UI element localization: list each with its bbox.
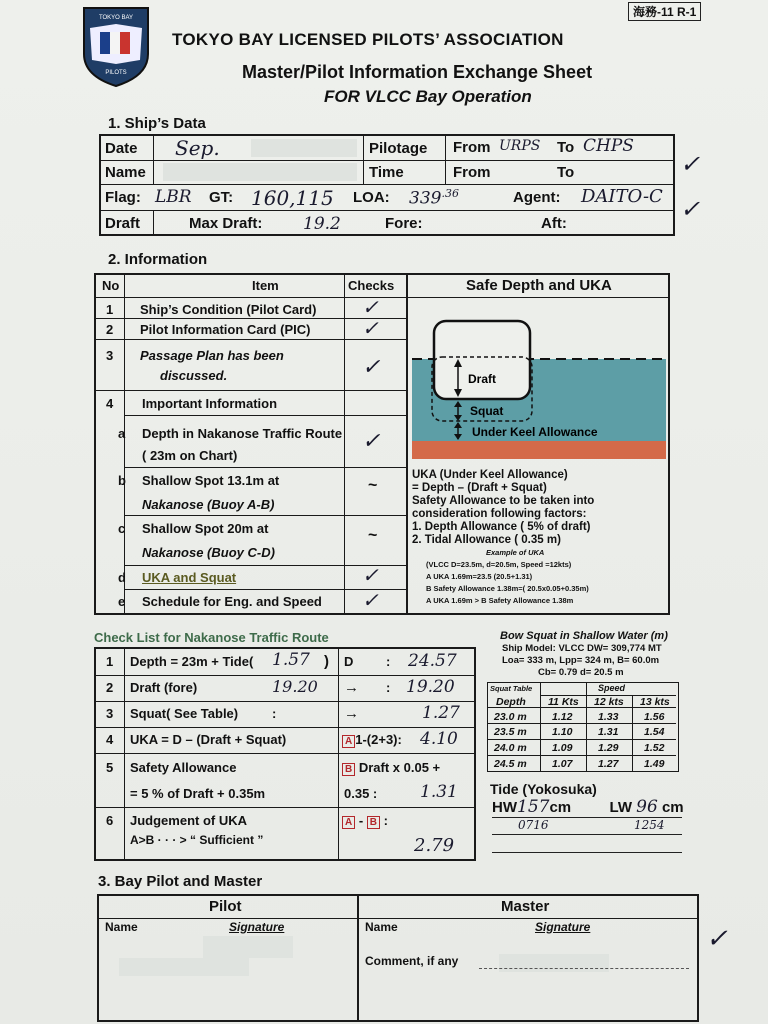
tide-line xyxy=(492,834,682,835)
checklist-row-no: 4 xyxy=(106,732,114,747)
checklist-row-op xyxy=(342,760,440,776)
squat-col-header: 11 Kts xyxy=(548,696,579,708)
box-b-marker: B xyxy=(342,763,355,776)
gt-label: GT: xyxy=(209,189,234,206)
col-item-header: Item xyxy=(252,278,279,293)
example-line: (VLCC D=23.5m, d=20.5m, Speed =12kts) xyxy=(426,560,572,569)
checklist-row-hand: 19.20 xyxy=(272,677,318,696)
lw-label: LW xyxy=(609,799,632,816)
pilot-signature-label: Signature xyxy=(229,920,285,934)
speed-header: Speed xyxy=(598,683,626,693)
example-title: Example of UKA xyxy=(486,548,545,557)
checklist-row-label: Depth = 23m + Tide( xyxy=(130,654,254,669)
date-label: Date xyxy=(105,140,138,157)
squat-cell: 24.0 m xyxy=(494,742,527,754)
info-row-item: Depth in Nakanose Traffic Route xyxy=(142,426,343,441)
checklist-heading: Check List for Nakanose Traffic Route xyxy=(94,630,329,645)
info-row-item: Schedule for Eng. and Speed xyxy=(142,594,322,609)
info-row-check: ~ xyxy=(368,527,378,544)
checklist-row-label: Squat( See Table) xyxy=(130,706,239,721)
hw-label: HW xyxy=(492,799,517,816)
checklist-row-label: Safety Allowance xyxy=(130,760,237,775)
squat-cell: 1.10 xyxy=(552,726,573,738)
association-logo xyxy=(80,4,152,88)
info-row-item-cont: discussed. xyxy=(160,368,228,383)
safe-depth-diagram xyxy=(410,299,666,467)
tide-time-lw: 1254 xyxy=(634,818,665,832)
info-row-item: UKA and Squat xyxy=(142,570,237,585)
flag-label: Flag: xyxy=(105,189,141,206)
checklist-row-hand: : xyxy=(272,706,277,721)
box-a-marker: A xyxy=(342,735,355,748)
bow-squat-specs xyxy=(502,643,662,679)
date-value: Sep. xyxy=(175,136,220,160)
flag-value: LBR xyxy=(155,187,192,207)
checklist-row-op-text: Draft x 0.05 + xyxy=(358,760,441,775)
pilotage-label: Pilotage xyxy=(369,140,428,157)
time-label: Time xyxy=(369,164,404,181)
info-row-no: 1 xyxy=(106,302,114,317)
uka-line: consideration following factors: xyxy=(412,508,587,520)
fore-label: Fore: xyxy=(385,215,423,232)
pilot-title: Pilot xyxy=(209,898,242,915)
example-line: A UKA 1.69m > B Safety Allowance 1.38m xyxy=(426,596,574,605)
bow-squat-line: Ship Model: VLCC DW= 309,774 MT xyxy=(502,643,662,654)
info-row-no: c xyxy=(118,521,126,536)
page-subtitle: FOR VLCC Bay Operation xyxy=(324,87,532,106)
info-row-check: ~ xyxy=(368,477,378,494)
info-row-no: a xyxy=(118,426,126,441)
squat-cell: 1.31 xyxy=(598,726,619,738)
checklist-row-value: 1.31 xyxy=(420,782,458,802)
pilot-name-redaction xyxy=(119,958,249,976)
logo-text-bottom: PILOTS xyxy=(105,70,127,76)
info-row-item: Ship’s Condition (Pilot Card) xyxy=(140,302,317,317)
agent-label: Agent: xyxy=(513,189,561,206)
info-row-check: ✓ xyxy=(362,429,381,454)
comment-label: Comment, if any xyxy=(365,954,459,968)
page-title: Master/Pilot Information Exchange Sheet xyxy=(242,62,593,82)
master-name-redaction xyxy=(499,954,609,972)
document-code: 海務-11 R-1 xyxy=(628,2,701,21)
checklist-row-op: → xyxy=(344,705,359,722)
master-title: Master xyxy=(501,898,550,915)
squat-cell: 1.52 xyxy=(644,742,665,754)
uka-line: Safety Allowance to be taken into xyxy=(412,495,595,507)
to-value: CHPS xyxy=(583,136,634,156)
checklist-row-label: UKA = D – (Draft + Squat) xyxy=(130,732,287,747)
loa-decimal: .36 xyxy=(441,187,459,200)
uka-line: UKA (Under Keel Allowance) xyxy=(412,469,568,481)
box-a-marker: A xyxy=(342,816,355,829)
date-redaction xyxy=(251,139,357,157)
checklist-row-label: Judgement of UKA xyxy=(130,813,247,828)
info-row-no: 3 xyxy=(106,348,114,363)
pilot-master-table xyxy=(97,894,699,1022)
squat-cell: 1.07 xyxy=(552,758,573,770)
checklist-row-op-text: 1-(2+3): xyxy=(355,732,402,747)
loa-value xyxy=(409,187,459,209)
checklist-row-hand: 1.57 xyxy=(272,650,310,670)
uka-line: 1. Depth Allowance ( 5% of draft) xyxy=(412,521,591,533)
info-row-item: Passage Plan has been xyxy=(140,348,284,363)
comment-dashed-line xyxy=(479,968,689,969)
bow-squat-line: Cb= 0.79 d= 20.5 m xyxy=(538,667,624,678)
squat-cell: 1.27 xyxy=(598,758,619,770)
loa-label: LOA: xyxy=(353,189,390,206)
uka-diagram-label: Under Keel Allowance xyxy=(472,425,598,439)
max-draft-value: 19.2 xyxy=(303,214,341,234)
info-row-no: d xyxy=(118,570,126,585)
bow-squat-title: Bow Squat in Shallow Water (m) xyxy=(500,630,668,642)
information-table xyxy=(94,273,670,615)
uka-example xyxy=(426,547,589,607)
uka-line: 2. Tidal Allowance ( 0.35 m) xyxy=(412,534,561,546)
margin-check-mark: ✓ xyxy=(680,195,701,223)
from-value: URPS xyxy=(499,138,541,154)
squat-diagram-label: Squat xyxy=(470,404,504,418)
squat-col-header: 13 kts xyxy=(640,696,670,708)
margin-check-mark: ✓ xyxy=(680,150,701,178)
checklist-table xyxy=(94,647,476,861)
checklist-row-no: 3 xyxy=(106,706,114,721)
checklist-row-no: 5 xyxy=(106,760,114,775)
checklist-row-op: D xyxy=(344,654,354,669)
example-line: B Safety Allowance 1.38m=( 20.5x0.05+0.35m) xyxy=(426,584,589,593)
checklist-row-no: 2 xyxy=(106,680,114,695)
info-row-check: ✓ xyxy=(362,295,379,319)
squat-cell: 1.56 xyxy=(644,711,665,723)
hw-value: 157 xyxy=(517,797,550,817)
margin-check-mark: ✓ xyxy=(706,924,728,954)
squat-cell: 1.09 xyxy=(552,742,573,754)
info-row-item-cont: ( 23m on Chart) xyxy=(142,448,238,463)
pilot-name-label: Name xyxy=(105,920,138,934)
tide-heading: Tide (Yokosuka) xyxy=(490,781,597,797)
checklist-row-op: A - B : xyxy=(342,813,388,829)
squat-col-header: Depth xyxy=(496,696,526,708)
checklist-row-colon: : xyxy=(386,680,391,695)
uka-line: = Depth – (Draft + Squat) xyxy=(412,482,547,494)
max-draft-label: Max Draft: xyxy=(189,215,263,232)
checklist-row-value: 19.20 xyxy=(406,677,455,697)
time-from-label: From xyxy=(453,164,491,181)
info-row-item-cont: Nakanose (Buoy C-D) xyxy=(142,545,275,560)
section-ships-data-heading: 1. Ship’s Data xyxy=(108,115,206,132)
info-row-no: 4 xyxy=(106,396,114,411)
master-signature-label: Signature xyxy=(535,920,591,934)
info-row-check: ✓ xyxy=(362,355,381,380)
checklist-row-value: 4.10 xyxy=(420,729,458,749)
checklist-row-op: → xyxy=(344,679,359,696)
lw-unit: cm xyxy=(661,799,684,816)
info-row-item: Pilot Information Card (PIC) xyxy=(140,322,311,337)
squat-cell: 1.33 xyxy=(598,711,619,723)
agent-value: DAITO-C xyxy=(581,186,663,207)
checklist-row-label-end: ) xyxy=(324,653,329,670)
squat-cell: 1.49 xyxy=(644,758,665,770)
draft-diagram-label: Draft xyxy=(468,372,497,386)
example-line: A UKA 1.69m=23.5 (20.5+1.31) xyxy=(426,572,533,581)
checklist-row-no: 6 xyxy=(106,813,114,828)
squat-col-header: 12 kts xyxy=(594,696,624,708)
squat-cell: 24.5 m xyxy=(494,758,527,770)
safe-depth-title: Safe Depth and UKA xyxy=(466,277,612,294)
info-row-check: ✓ xyxy=(362,316,379,340)
info-row-item: Shallow Spot 20m at xyxy=(142,521,269,536)
logo-text-top: TOKYO BAY xyxy=(98,15,134,21)
pilot-signature-redaction xyxy=(203,936,293,958)
checklist-row-op xyxy=(342,732,402,748)
uka-text xyxy=(412,469,594,547)
box-b-marker: B xyxy=(367,816,380,829)
checklist-row-label-cont: = 5 % of Draft + 0.35m xyxy=(130,786,266,801)
squat-table xyxy=(487,682,679,772)
time-to-label: To xyxy=(557,164,575,181)
checklist-row-no: 1 xyxy=(106,654,114,669)
tide-line xyxy=(492,852,682,853)
info-row-no: b xyxy=(118,473,126,488)
squat-cell: 1.29 xyxy=(598,742,619,754)
aft-label: Aft: xyxy=(541,215,567,232)
section-pilot-master-heading: 3. Bay Pilot and Master xyxy=(98,873,263,890)
checklist-row-op-cont: 0.35 : xyxy=(344,786,378,801)
checklist-row-label-cont: A>B · · · > “ Sufficient ” xyxy=(130,833,264,847)
col-checks-header: Checks xyxy=(348,278,395,293)
tide-values xyxy=(492,797,684,817)
name-redaction xyxy=(163,163,357,181)
bow-squat-line: Loa= 333 m, Lpp= 324 m, B= 60.0m xyxy=(502,655,660,666)
squat-cell: 1.12 xyxy=(552,711,573,723)
loa-main: 339 xyxy=(409,188,442,209)
checklist-row-label: Draft (fore) xyxy=(130,680,198,695)
checklist-row-value: 24.57 xyxy=(408,651,457,671)
organization-name: TOKYO BAY LICENSED PILOTS’ ASSOCIATION xyxy=(172,30,564,49)
checklist-row-value: 1.27 xyxy=(422,703,460,723)
info-row-item: Important Information xyxy=(142,396,278,411)
from-label: From xyxy=(453,139,491,156)
tide-time-hw: 0716 xyxy=(518,818,549,832)
master-name-label: Name xyxy=(365,920,398,934)
col-no-header: No xyxy=(102,278,120,293)
hw-unit: cm xyxy=(549,799,572,816)
to-label: To xyxy=(557,139,575,156)
info-row-check: ✓ xyxy=(362,563,379,587)
ships-data-table xyxy=(99,134,675,236)
squat-table-label: Squat Table xyxy=(490,684,533,693)
squat-cell: 23.5 m xyxy=(494,726,527,738)
lw-value: 96 xyxy=(636,797,658,817)
name-label: Name xyxy=(105,164,146,181)
section-information-heading: 2. Information xyxy=(108,251,208,268)
draft-label: Draft xyxy=(105,215,141,232)
checklist-row-value: 2.79 xyxy=(414,835,455,856)
info-row-item-cont: Nakanose (Buoy A-B) xyxy=(142,497,275,512)
gt-value: 160,115 xyxy=(251,186,334,210)
info-row-item: Shallow Spot 13.1m at xyxy=(142,473,280,488)
info-row-check: ✓ xyxy=(362,588,379,612)
checklist-row-colon: : xyxy=(386,654,391,669)
info-row-no: 2 xyxy=(106,322,114,337)
info-row-no: e xyxy=(118,594,126,609)
squat-cell: 1.54 xyxy=(644,726,665,738)
squat-cell: 23.0 m xyxy=(494,711,527,723)
